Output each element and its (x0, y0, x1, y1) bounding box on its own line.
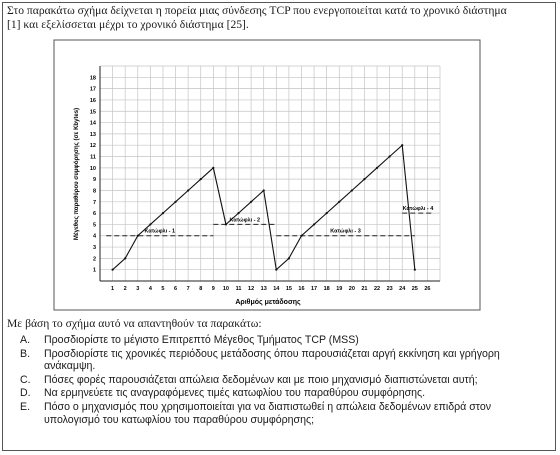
x-axis-label: Αριθμός μετάδοσης (235, 299, 301, 306)
cwnd-point (225, 223, 227, 225)
threshold-label: Κατώφλι - 3 (330, 228, 361, 235)
y-tick-label: 1 (92, 267, 96, 274)
cwnd-point (376, 167, 378, 169)
cwnd-point (250, 201, 252, 203)
x-tick-label: 12 (248, 286, 255, 292)
y-tick-label: 16 (89, 97, 96, 104)
x-tick-label: 9 (211, 286, 215, 292)
question-item (20, 348, 548, 373)
x-tick-label: 3 (136, 286, 140, 292)
cwnd-point (313, 223, 315, 225)
question-item (20, 387, 548, 400)
cwnd-point (149, 223, 151, 225)
cwnd-point (288, 257, 290, 259)
x-tick-label: 10 (222, 286, 229, 292)
y-tick-label: 12 (89, 143, 96, 150)
question-text: Να ερμηνεύετε τις αναγραφόμενες τιμές κατωφλίου του παραθύρου συμφόρησης. (44, 387, 426, 400)
question-letter: E. (20, 400, 31, 413)
x-tick-label: 18 (323, 286, 330, 292)
cwnd-point (263, 189, 265, 191)
x-tick-label: 17 (311, 286, 318, 292)
question-text: Προσδιορίστε τις χρονικές περιόδους μετάδοσης όπου παρουσιάζεται αργή εκκίνηση και γρήγορη ανάκαμψη. (44, 347, 500, 373)
cwnd-point (174, 201, 176, 203)
y-tick-label: 6 (92, 211, 96, 218)
cwnd-point (200, 178, 202, 180)
x-tick-label: 1 (111, 286, 115, 292)
x-tick-label: 8 (199, 286, 203, 292)
x-tick-label: 7 (186, 286, 190, 292)
question-text: Προσδιορίστε το μέγιστο Επιτρεπτό Μέγεθος Τμήματος TCP (MSS) (44, 334, 359, 346)
cwnd-point (124, 257, 126, 259)
question-item (20, 374, 548, 387)
x-tick-label: 20 (348, 286, 355, 292)
cwnd-point (326, 212, 328, 214)
x-tick-label: 19 (336, 286, 343, 292)
x-tick-label: 6 (174, 286, 178, 292)
x-tick-label: 14 (273, 286, 280, 292)
question-letter: B. (20, 347, 31, 360)
y-tick-label: 10 (89, 165, 96, 172)
cwnd-point (363, 178, 365, 180)
cwnd-point (414, 269, 416, 271)
y-tick-label: 9 (92, 177, 96, 184)
y-tick-label: 17 (89, 86, 96, 93)
y-tick-label: 2 (92, 256, 96, 263)
question-item (20, 334, 548, 347)
questions-list (20, 334, 548, 427)
y-tick-label: 13 (89, 131, 96, 138)
x-tick-label: 11 (235, 286, 242, 292)
x-tick-label: 15 (285, 286, 292, 292)
x-tick-label: 23 (386, 286, 393, 292)
cwnd-point (162, 212, 164, 214)
cwnd-point (300, 235, 302, 237)
question-text: Πόσο ο μηχανισμός που χρησιμοποιείται για να διαπιστωθεί η απώλεια δεδομένων επιδρά στον υπολογισμό του κατωφλίου του παραθύρου συμφόρησης; (44, 400, 492, 426)
question-text: Πόσες φορές παρουσιάζεται απώλεια δεδομένων και με ποιο μηχανισμό διαπιστώνεται αυτή; (44, 373, 478, 386)
x-tick-label: 16 (298, 286, 305, 292)
questions-intro: Με βάση το σχήμα αυτό να απαντηθούν τα παρακάτω: (7, 317, 262, 330)
y-axis-label: Μέγεθος παραθύρου συμφόρησης (σε Kbytes) (74, 107, 80, 241)
x-tick-label: 22 (373, 286, 381, 292)
cwnd-point (237, 212, 239, 214)
y-tick-label: 8 (92, 188, 96, 195)
x-tick-label: 24 (399, 286, 406, 292)
y-tick-label: 3 (92, 245, 96, 252)
x-tick-label: 21 (361, 286, 368, 292)
cwnd-point (137, 235, 139, 237)
x-tick-label: 13 (260, 286, 267, 292)
intro-line-1: Στο παρακάτω σχήμα δείχνεται η πορεία μιας σύνδεσης TCP που ενεργοποιείται κατά το χρονικό διάστημα (7, 4, 507, 17)
y-tick-label: 14 (89, 120, 96, 127)
cwnd-point (275, 269, 277, 271)
x-tick-label: 26 (424, 286, 431, 292)
cwnd-point (389, 155, 391, 157)
threshold-label: Κατώφλι - 4 (402, 206, 434, 213)
x-tick-label: 2 (123, 286, 127, 292)
x-tick-label: 25 (411, 286, 418, 292)
y-tick-label: 5 (92, 222, 96, 229)
x-tick-label: 4 (148, 286, 152, 292)
intro-line-2: [1] και εξελίσσεται μέχρι το χρονικό διάστημα [25]. (7, 18, 249, 31)
cwnd-point (351, 189, 353, 191)
y-tick-label: 18 (89, 75, 96, 82)
y-tick-label: 4 (92, 233, 96, 240)
question-item (20, 401, 548, 426)
y-tick-label: 7 (92, 199, 96, 206)
cwnd-point (212, 167, 214, 169)
x-tick-label: 5 (161, 286, 165, 292)
cwnd-point (401, 144, 403, 146)
cwnd-point (187, 189, 189, 191)
cwnd-point (338, 201, 340, 203)
question-letter: D. (20, 387, 31, 400)
y-tick-label: 11 (90, 154, 96, 161)
threshold-label: Κατώφλι - 2 (229, 217, 261, 224)
y-tick-label: 15 (89, 109, 96, 116)
threshold-label: Κατώφλι - 1 (144, 228, 176, 235)
cwnd-point (111, 269, 113, 271)
question-letter: A. (20, 334, 31, 346)
question-letter: C. (20, 373, 31, 386)
